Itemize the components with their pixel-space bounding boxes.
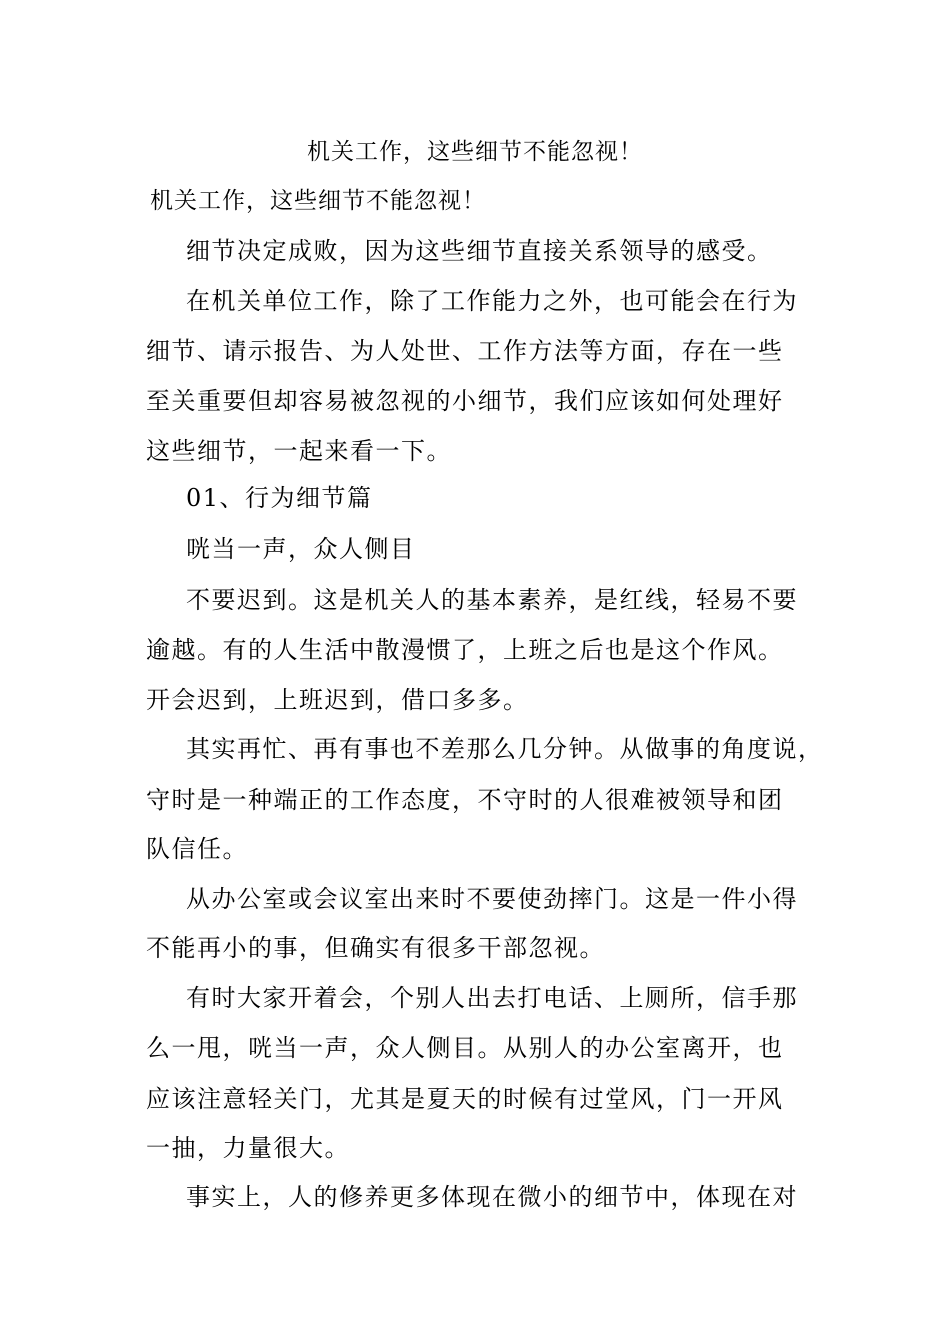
paragraph-line: 其实再忙、再有事也不差那么几分钟。从做事的角度说， [186,735,824,763]
paragraph-line: 开会迟到，上班迟到，借口多多。 [146,686,529,714]
paragraph-line: 在机关单位工作，除了工作能力之外，也可能会在行为 [186,287,798,315]
paragraph-line: 细节、请示报告、为人处世、工作方法等方面，存在一些 [146,337,784,365]
paragraph-line: 细节决定成败，因为这些细节直接关系领导的感受。 [186,237,773,265]
section-subheading: 咣当一声，众人侧目 [186,535,416,563]
paragraph-line: 应该注意轻关门，尤其是夏天的时候有过堂风，门一开风 [146,1085,784,1113]
paragraph-line: 不能再小的事，但确实有很多干部忽视。 [146,934,605,962]
paragraph-line: 逾越。有的人生活中散漫惯了，上班之后也是这个作风。 [146,636,784,664]
paragraph-line: 事实上，人的修养更多体现在微小的细节中，体现在对 [186,1183,798,1211]
paragraph-line: 队信任。 [146,835,248,863]
paragraph-line: 守时是一种端正的工作态度，不守时的人很难被领导和团 [146,786,784,814]
paragraph-line: 这些细节，一起来看一下。 [146,437,452,465]
paragraph-line: 不要迟到。这是机关人的基本素养，是红线，轻易不要 [186,586,798,614]
section-heading: 01、行为细节篇 [186,484,373,512]
paragraph-line: 一抽，力量很大。 [146,1134,350,1162]
paragraph-line: 么一甩，咣当一声，众人侧目。从别人的办公室离开，也 [146,1034,784,1062]
paragraph-line: 有时大家开着会，个别人出去打电话、上厕所，信手那 [186,984,798,1012]
document-title: 机关工作，这些细节不能忽视！ [307,139,643,165]
paragraph-line: 至关重要但却容易被忽视的小细节，我们应该如何处理好 [146,387,784,415]
document-subtitle: 机关工作，这些细节不能忽视！ [150,188,486,214]
paragraph-line: 从办公室或会议室出来时不要使劲摔门。这是一件小得 [186,885,798,913]
